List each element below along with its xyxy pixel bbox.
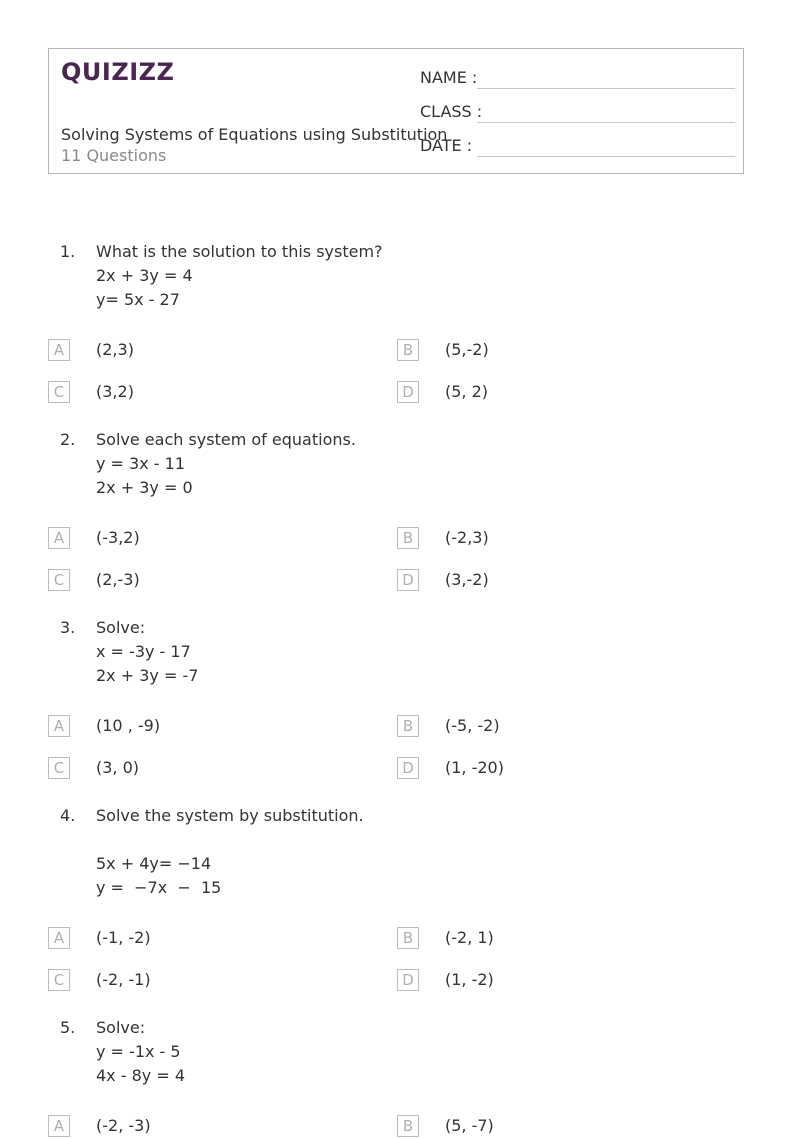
question-number: 5. [60,1018,76,1037]
question-prompt: Solve: [96,618,146,637]
option-letter-box[interactable]: B [397,1115,419,1137]
class-label: CLASS : [420,102,483,121]
option-letter-box[interactable]: A [48,339,70,361]
option-letter-box[interactable]: D [397,969,419,991]
date-line [477,156,735,157]
name-label: NAME : [420,68,478,87]
option-letter-box[interactable]: A [48,715,70,737]
quizizz-logo: QUIZIZZ [61,58,175,86]
question-prompt: Solve each system of equations. [96,430,356,449]
option-letter-box[interactable]: D [397,381,419,403]
option-text: (-3,2) [96,528,140,547]
question-equation: 2x + 3y = -7 [96,666,199,685]
option-text: (-2,3) [445,528,489,547]
date-label: DATE : [420,136,473,155]
option-text: (-2, -1) [96,970,151,989]
option-text: (3,-2) [445,570,489,589]
question-equation: 2x + 3y = 4 [96,266,193,285]
option-text: (2,3) [96,340,134,359]
option-text: (5,-2) [445,340,489,359]
question-equation: y = 3x - 11 [96,454,185,473]
question-equation: x = -3y - 17 [96,642,191,661]
question-equation: 2x + 3y = 0 [96,478,193,497]
class-field[interactable] [420,102,735,126]
question-equation: y = −7x − 15 [96,878,222,897]
option-letter-box[interactable]: B [397,339,419,361]
question-prompt: What is the solution to this system? [96,242,383,261]
question-equation: 4x - 8y = 4 [96,1066,185,1085]
option-letter-box[interactable]: C [48,569,70,591]
option-letter-box[interactable]: C [48,381,70,403]
option-letter-box[interactable]: C [48,757,70,779]
question-equation: y= 5x - 27 [96,290,180,309]
option-text: (3, 0) [96,758,140,777]
option-letter-box[interactable]: A [48,927,70,949]
option-letter-box[interactable]: A [48,1115,70,1137]
worksheet-title: Solving Systems of Equations using Substitution [61,125,448,144]
option-text: (-2, 1) [445,928,494,947]
option-letter-box[interactable]: B [397,715,419,737]
question-number: 1. [60,242,76,261]
option-text: (5, -7) [445,1116,494,1135]
date-field[interactable] [420,136,735,160]
option-letter-box[interactable]: C [48,969,70,991]
option-text: (5, 2) [445,382,489,401]
question-prompt: Solve the system by substitution. [96,806,364,825]
option-text: (3,2) [96,382,134,401]
option-letter-box[interactable]: D [397,757,419,779]
option-letter-box[interactable]: A [48,527,70,549]
option-text: (-1, -2) [96,928,151,947]
name-field[interactable] [420,68,735,92]
option-letter-box[interactable]: D [397,569,419,591]
worksheet-header [48,48,744,174]
option-letter-box[interactable]: B [397,927,419,949]
question-number: 4. [60,806,76,825]
option-text: (2,-3) [96,570,140,589]
option-text: (-2, -3) [96,1116,151,1135]
question-equation: 5x + 4y= −14 [96,854,212,873]
option-letter-box[interactable]: B [397,527,419,549]
class-line [477,122,735,123]
option-text: (1, -2) [445,970,494,989]
option-text: (10 , -9) [96,716,161,735]
name-line [477,88,735,89]
question-equation: y = -1x - 5 [96,1042,181,1061]
question-number: 3. [60,618,76,637]
question-count: 11 Questions [61,146,167,165]
question-prompt: Solve: [96,1018,146,1037]
question-number: 2. [60,430,76,449]
option-text: (1, -20) [445,758,504,777]
option-text: (-5, -2) [445,716,500,735]
